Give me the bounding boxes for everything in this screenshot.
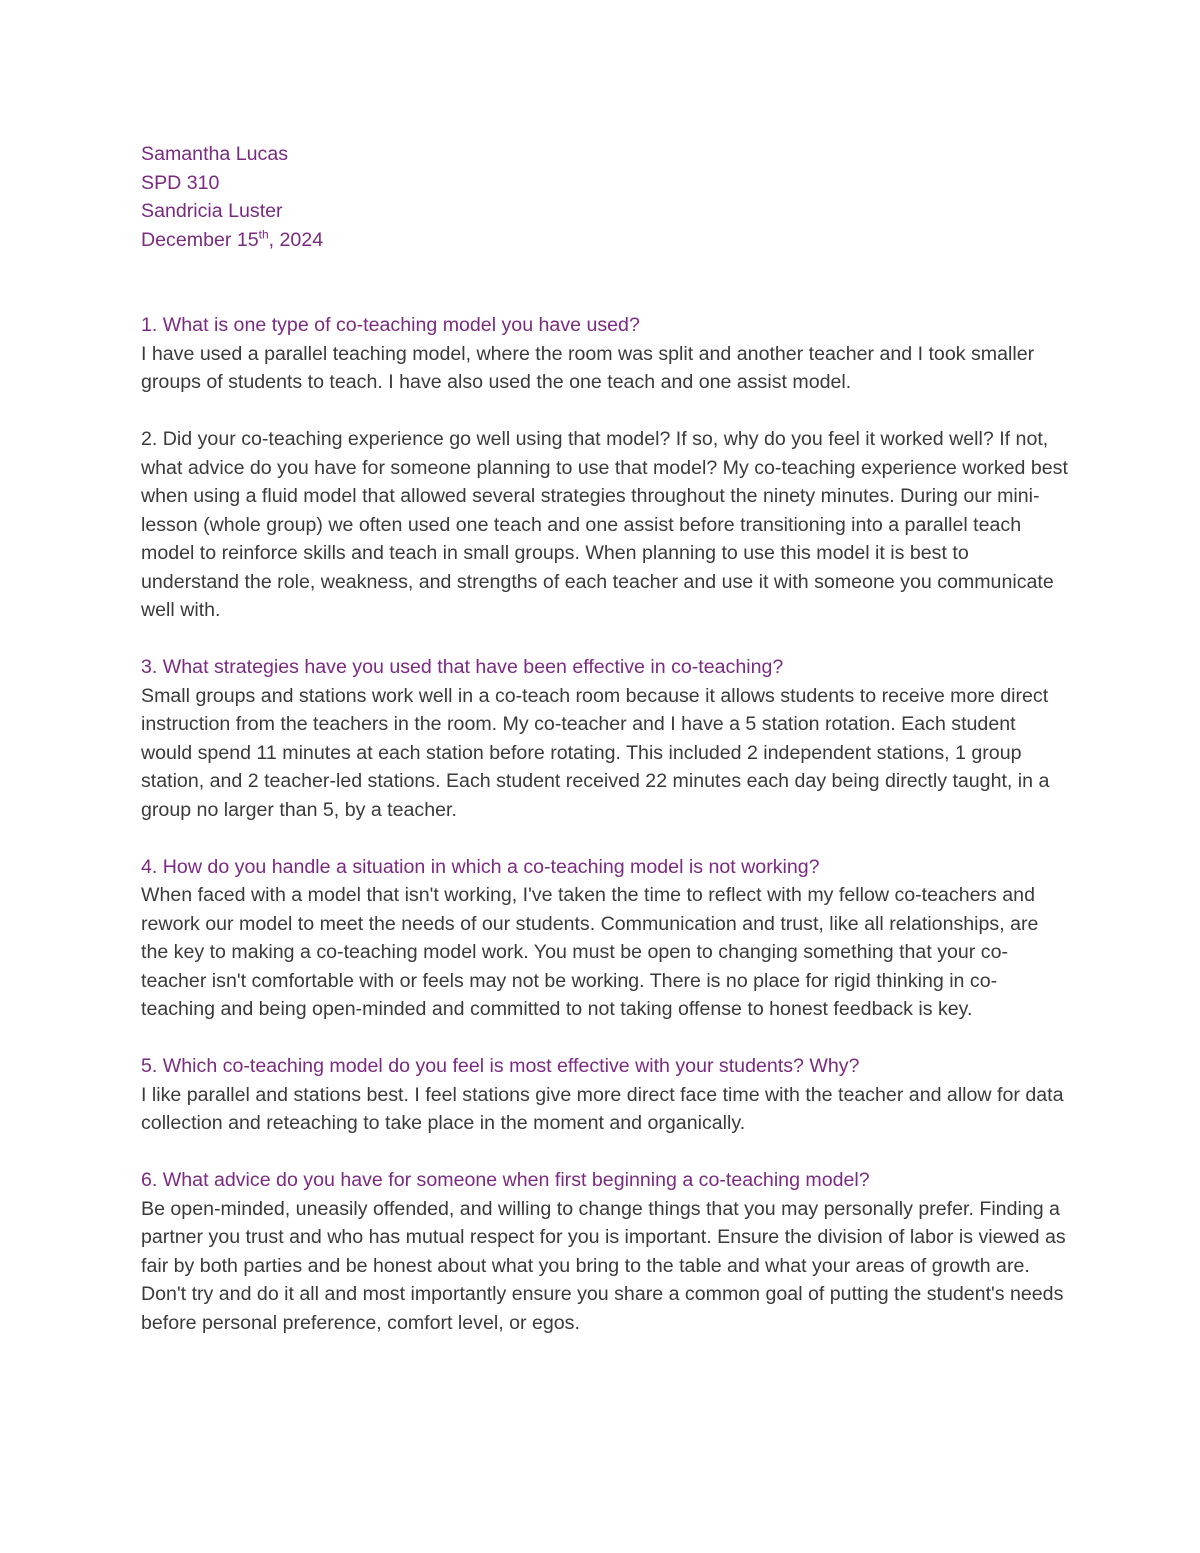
answer-5: I like parallel and stations best. I feel stations give more direct face time with the teacher and allow for data collection and reteaching to take place in the moment and organically. bbox=[141, 1083, 1064, 1134]
submission-date bbox=[141, 226, 1071, 255]
answer-2: My co-teaching experience worked best when using a fluid model that allowed several strategies throughout the ninety minutes. During our mini-lesson (whole group) we often used one teach and one assist before transitioning into a parallel teach model to reinforce skills and teach in small groups. When planning to use this model it is best to understand the role, weakness, and strengths of each teacher and use it with someone you communicate well with. bbox=[141, 456, 1068, 621]
qa-item-3 bbox=[141, 653, 1071, 824]
answer-3: Small groups and stations work well in a co-teach room because it allows students to receive more direct instruction from the teachers in the room. My co-teacher and I have a 5 station rotation. Each student would spend 11 minutes at each station before rotating. This included 2 independent stations, 1 group station, and 2 teacher-led stations. Each student received 22 minutes each day being directly taught, in a group no larger than 5, by a teacher. bbox=[141, 684, 1050, 821]
question-2: 2. Did your co-teaching experience go well using that model? If so, why do you feel it worked well? If not, what advice do you have for someone planning to use that model? bbox=[141, 428, 1049, 479]
question-5: 5. Which co-teaching model do you feel is most effective with your students? Why? bbox=[141, 1055, 860, 1077]
qa-item-5 bbox=[141, 1052, 1071, 1138]
question-6: 6. What advice do you have for someone when first beginning a co-teaching model? bbox=[141, 1169, 870, 1191]
date-superscript: th bbox=[258, 226, 269, 241]
qa-item-1 bbox=[141, 311, 1071, 397]
answer-4: When faced with a model that isn't working, I've taken the time to reflect with my fellow co-teachers and rework our model to meet the needs of our students. Communication and trust, like all relationships, are the key to making a co-teaching model work. You must be open to changing something that your co-teacher isn't comfortable with or feels may not be working. There is no place for rigid thinking in co-teaching and being open-minded and committed to not taking offense to honest feedback is key. bbox=[141, 884, 1039, 1020]
date-suffix: , 2024 bbox=[268, 228, 324, 251]
question-3: 3. What strategies have you used that have been effective in co-teaching? bbox=[141, 656, 784, 678]
date-prefix: December 15 bbox=[141, 228, 259, 251]
student-name: Samantha Lucas bbox=[141, 143, 289, 165]
answer-1: I have used a parallel teaching model, where the room was split and another teacher and I took smaller groups of students to teach. I have also used the one teach and one assist model. bbox=[141, 342, 1035, 393]
course-code: SPD 310 bbox=[141, 171, 220, 194]
answer-6: Be open-minded, uneasily offended, and willing to change things that you may personally prefer. Finding a partner you trust and who has mutual respect for you is important. Ensure the division of labor is viewed as fair by both parties and be honest about what you bring to the table and what your areas of growth are. Don't try and do it all and most importantly ensure you share a common goal of putting the student's needs before personal preference, comfort level, or egos. bbox=[141, 1197, 1066, 1334]
question-4: 4. How do you handle a situation in which a co-teaching model is not working? bbox=[141, 855, 820, 878]
instructor-name: Sandricia Luster bbox=[141, 200, 283, 222]
document-body bbox=[141, 140, 1071, 1366]
question-1: 1. What is one type of co-teaching model you have used? bbox=[141, 314, 640, 336]
header-block bbox=[141, 140, 1071, 254]
qa-item-4 bbox=[141, 853, 1071, 1024]
question-answer-2 bbox=[141, 425, 1071, 625]
qa-item-6 bbox=[141, 1166, 1071, 1337]
qa-item-2 bbox=[141, 425, 1071, 625]
